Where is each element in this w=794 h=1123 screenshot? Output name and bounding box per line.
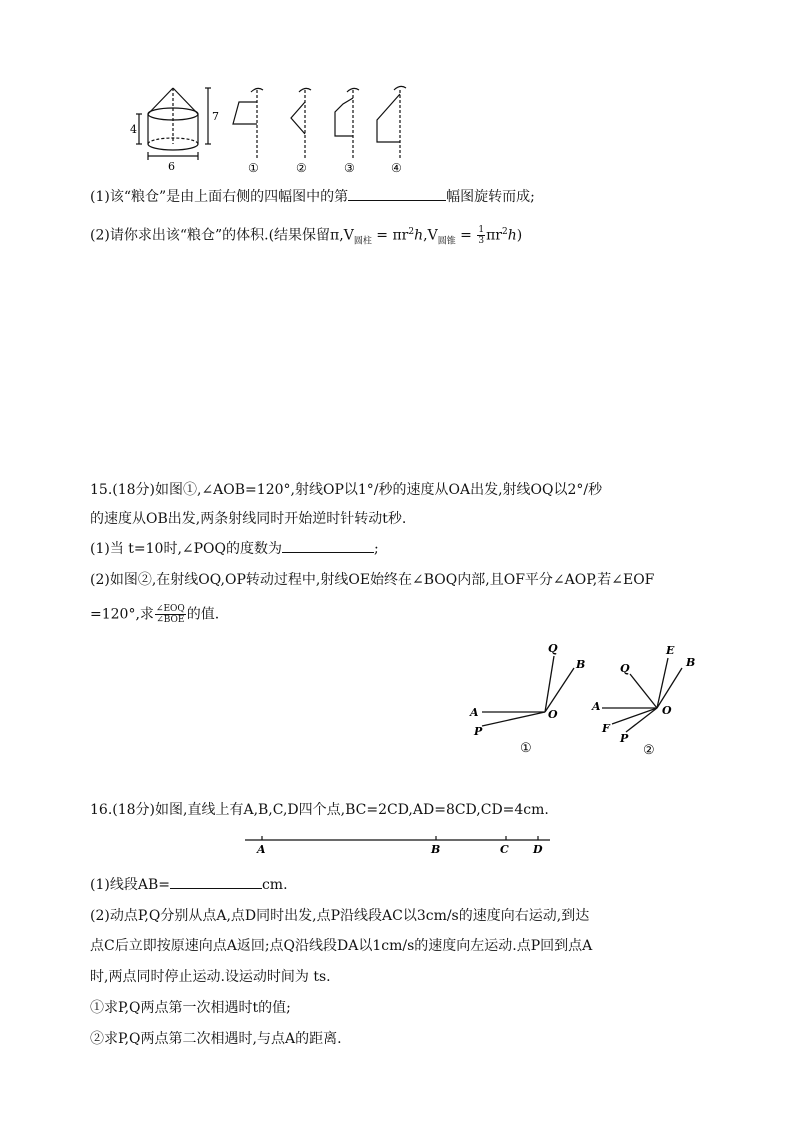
profile-label-2: ② bbox=[296, 161, 307, 175]
point-f-2: F bbox=[602, 722, 610, 735]
q16-part2-line1: (2)动点P,Q分别从点A,点D同时出发,点P沿线段AC以3cm/s的速度向右运动,到达 bbox=[90, 908, 590, 924]
q14-answer-blank[interactable] bbox=[348, 186, 446, 201]
q16-part2-line2: 点C后立即按原速向点A返回;点Q沿线段DA以1cm/s的速度向左运动.点P回到点A bbox=[90, 938, 593, 954]
granary-solid bbox=[136, 88, 211, 160]
fig15-label-2: ② bbox=[643, 743, 655, 758]
q16-line1: 16.(18分)如图,直线上有A,B,C,D四个点,BC=2CD,AD=8CD,CD=4cm. bbox=[90, 802, 549, 818]
point-p-1: P bbox=[474, 725, 483, 738]
point-b-1: B bbox=[576, 658, 586, 671]
q16-answer-blank[interactable] bbox=[170, 874, 262, 889]
point-p-2: P bbox=[620, 732, 629, 745]
q15-line1: 15.(18分)如图①,∠AOB=120°,射线OP以1°/秒的速度从OA出发,射线OQ以2°/秒 bbox=[90, 482, 603, 498]
point-c: C bbox=[500, 843, 509, 856]
q16-sub1: ①求P,Q两点第一次相遇时t的值; bbox=[90, 1000, 291, 1016]
q14-part2: (2)请你求出该“粮仓”的体积.(结果保留$\pi,V_{圆柱} = \pi r^2h,V_{圆锥}$ = $\frac{1}{3}$ $\pi r^2h$) bbox=[90, 225, 523, 247]
dim-height-right: 7 bbox=[212, 110, 219, 123]
q15-part1: (1)当 t=10时,∠POQ的度数为 ; bbox=[90, 538, 379, 559]
ray-oe-2 bbox=[657, 658, 668, 708]
profile-label-4: ④ bbox=[391, 161, 402, 175]
dim-width: 6 bbox=[168, 160, 175, 173]
ray-op-2 bbox=[626, 708, 657, 732]
granary-figure bbox=[115, 80, 425, 175]
profile-label-3: ③ bbox=[344, 161, 355, 175]
point-d: D bbox=[533, 843, 543, 856]
q16-part2-line3: 时,两点同时停止运动.设运动时间为 ts. bbox=[90, 969, 331, 985]
one-third-fraction: $\frac{1}{3}$ bbox=[478, 225, 485, 247]
point-a-1: A bbox=[470, 706, 479, 719]
point-a-2: A bbox=[592, 700, 601, 713]
ray-oq-1 bbox=[545, 656, 554, 712]
q14-part1: (1)该“粮仓”是由上面右侧的四幅图中的第 幅图旋转而成; bbox=[90, 186, 535, 207]
ray-oq-2 bbox=[630, 674, 657, 708]
point-o-2: O bbox=[662, 704, 672, 717]
point-e-2: E bbox=[666, 644, 675, 657]
ray-of-2 bbox=[612, 708, 657, 724]
point-b: B bbox=[431, 843, 441, 856]
q15-part2: (2)如图②,在射线OQ,OP转动过程中,射线OE始终在∠BOQ内部,且OF平分∠AOP,若∠EOF bbox=[90, 572, 655, 588]
profile-1 bbox=[233, 88, 263, 158]
q15-line2: 的速度从OB出发,两条射线同时开始逆时针转动t秒. bbox=[90, 511, 407, 527]
ray-op-1 bbox=[482, 712, 545, 726]
q15-answer-blank[interactable] bbox=[282, 538, 374, 553]
angle-figures bbox=[460, 640, 710, 765]
profile-2 bbox=[291, 88, 311, 158]
point-q-2: Q bbox=[620, 662, 630, 675]
ray-ob-1 bbox=[545, 668, 574, 712]
point-b-2: B bbox=[686, 656, 696, 669]
point-q-1: Q bbox=[548, 642, 558, 655]
profile-label-1: ① bbox=[248, 161, 259, 175]
fig15-label-1: ① bbox=[520, 741, 532, 756]
number-line-figure bbox=[240, 830, 560, 858]
profile-4 bbox=[377, 86, 406, 158]
q15-part3: =120°,求 $\frac{\text{∠EOQ}}{\text{∠BOE}}$ 的值. bbox=[90, 604, 220, 625]
q16-part1: (1)线段AB= cm. bbox=[90, 874, 288, 895]
point-a: A bbox=[257, 843, 266, 856]
point-o-1: O bbox=[548, 708, 558, 721]
eoq-boe-fraction: $\frac{\text{∠EOQ}}{\text{∠BOE}}$ bbox=[155, 604, 185, 625]
q16-sub2: ②求P,Q两点第二次相遇时,与点A的距离. bbox=[90, 1031, 342, 1047]
profile-3 bbox=[335, 88, 359, 158]
dim-height-left: 4 bbox=[130, 123, 137, 136]
